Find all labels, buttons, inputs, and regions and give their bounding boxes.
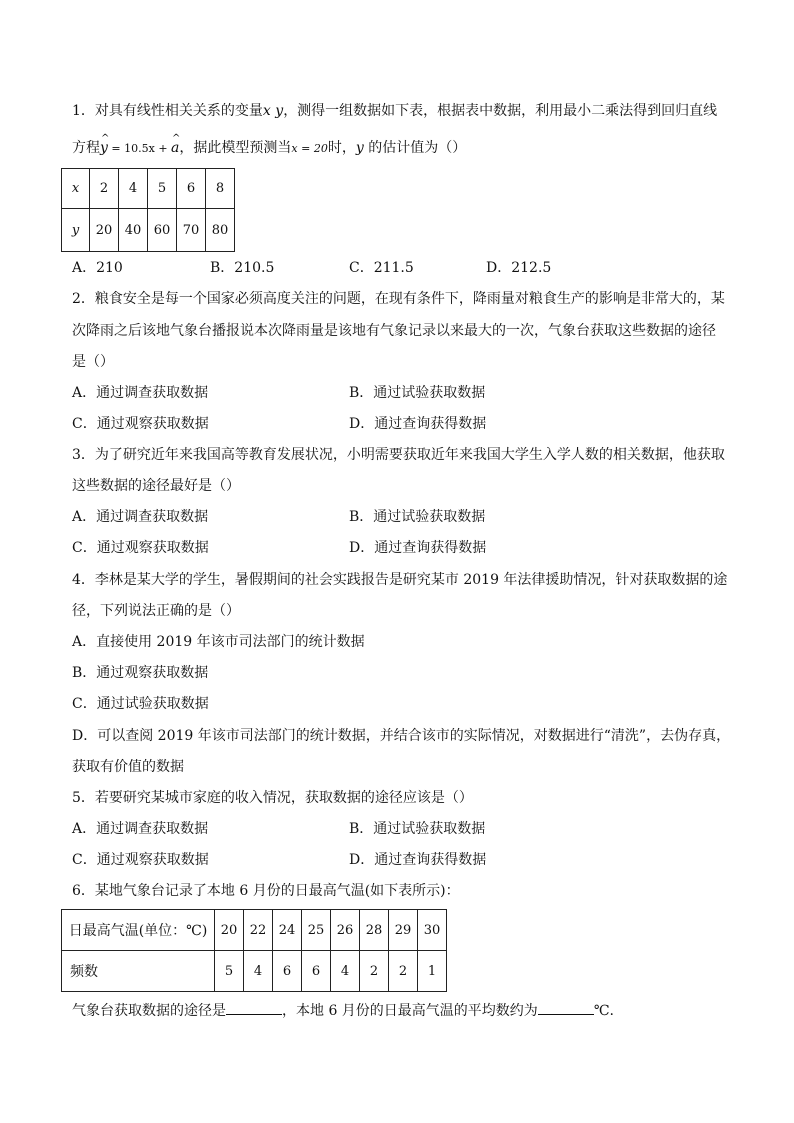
y-label-cell: y: [62, 209, 90, 252]
q4-line-1: 4．李林是某大学的学生，暑假期间的社会实践报告是研究某市 2019 年法律援助情况，针对获取数据的途: [72, 572, 728, 588]
q2-option-a[interactable]: A．通过调查获取数据: [72, 385, 209, 401]
frequency-label-cell: 频数: [62, 951, 215, 992]
q2-line-1: 2．粮食安全是每一个国家必须高度关注的问题，在现有条件下，降雨量对粮食生产的影响是非常大的，某: [72, 291, 725, 307]
q3-option-c[interactable]: C．通过观察获取数据: [72, 540, 209, 556]
temp-label-cell: 日最高气温(单位：℃): [62, 910, 215, 951]
answer-blank-average[interactable]: [538, 1000, 594, 1015]
q4-option-d[interactable]: D．可以查阅 2019 年该市司法部门的统计数据，并结合该市的实际情况，对数据进行“清洗”，去伪存真，: [72, 728, 731, 744]
q3-line-2: 这些数据的途径最好是（）: [72, 478, 240, 494]
q5-line-1: 5．若要研究某城市家庭的收入情况，获取数据的途径应该是（）: [72, 790, 473, 806]
x-label-cell: x: [62, 169, 90, 209]
q4-option-b[interactable]: B．通过观察获取数据: [72, 665, 209, 681]
q5-option-c[interactable]: C．通过观察获取数据: [72, 852, 209, 868]
q3-option-d[interactable]: D．通过查询获得数据: [349, 540, 487, 556]
q1-option-d[interactable]: D．212.5: [486, 260, 552, 276]
table-cell: 25: [302, 910, 331, 951]
q2-option-d[interactable]: D．通过查询获得数据: [349, 416, 487, 432]
q6-temperature-table: [61, 909, 447, 992]
q5-option-a[interactable]: A．通过调查获取数据: [72, 821, 209, 837]
q2-line-2: 次降雨之后该地气象台播报说本次降雨量是该地有气象记录以来最大的一次，气象台获取这些数据的途径: [72, 323, 716, 339]
a-hat-symbol: ^ a: [171, 139, 179, 157]
table-cell: 1: [418, 951, 447, 992]
q3-line-1: 3．为了研究近年来我国高等教育发展状况，小明需要获取近年来我国大学生入学人数的相关数据，他获取: [72, 447, 725, 463]
q2-option-c[interactable]: C．通过观察获取数据: [72, 416, 209, 432]
table-row: [62, 169, 235, 209]
q1-option-c[interactable]: C．211.5: [349, 260, 414, 276]
table-cell: 2: [389, 951, 418, 992]
table-cell: 20: [90, 209, 119, 252]
table-cell: 8: [206, 169, 235, 209]
q5-option-d[interactable]: D．通过查询获得数据: [349, 852, 487, 868]
q1-line-1: 1．对具有线性相关关系的变量x y，测得一组数据如下表，根据表中数据，利用最小二乘法得到回归直线: [72, 103, 718, 119]
table-cell: 5: [148, 169, 177, 209]
table-cell: 40: [119, 209, 148, 252]
q4-option-d-continued: 获取有价值的数据: [72, 759, 184, 775]
table-cell: 60: [148, 209, 177, 252]
table-cell: 2: [90, 169, 119, 209]
q2-option-b[interactable]: B．通过试验获取数据: [349, 385, 486, 401]
q6-answer-line: 气象台获取数据的途径是 ，本地 6 月份的日最高气温的平均数约为 ℃.: [72, 1000, 614, 1020]
table-cell: 6: [302, 951, 331, 992]
q4-option-c[interactable]: C．通过试验获取数据: [72, 696, 209, 712]
q4-option-a[interactable]: A．直接使用 2019 年该市司法部门的统计数据: [72, 634, 365, 650]
table-cell: 26: [331, 910, 360, 951]
table-cell: 24: [273, 910, 302, 951]
q1-option-a[interactable]: A．210: [72, 260, 123, 276]
table-row: [62, 951, 447, 992]
q6-line-1: 6．某地气象台记录了本地 6 月份的日最高气温(如下表所示)：: [72, 883, 460, 899]
q5-option-b[interactable]: B．通过试验获取数据: [349, 821, 486, 837]
q1-line-2: 方程^ y = 10.5x + ^ a，据此模型预测当x = 20时，y 的估计值为（）: [72, 139, 466, 158]
table-row: [62, 910, 447, 951]
table-cell: 4: [331, 951, 360, 992]
table-cell: 2: [360, 951, 389, 992]
table-cell: 70: [177, 209, 206, 252]
answer-blank-method[interactable]: [226, 1000, 282, 1015]
table-cell: 22: [244, 910, 273, 951]
table-cell: 5: [215, 951, 244, 992]
q4-line-2: 径，下列说法正确的是（）: [72, 603, 240, 619]
table-cell: 6: [273, 951, 302, 992]
q3-option-a[interactable]: A．通过调查获取数据: [72, 509, 209, 525]
table-cell: 20: [215, 910, 244, 951]
table-cell: 29: [389, 910, 418, 951]
table-cell: 6: [177, 169, 206, 209]
q1-option-b[interactable]: B．210.5: [210, 260, 275, 276]
table-cell: 30: [418, 910, 447, 951]
table-cell: 4: [119, 169, 148, 209]
table-cell: 80: [206, 209, 235, 252]
table-cell: 4: [244, 951, 273, 992]
table-row: [62, 209, 235, 252]
table-cell: 28: [360, 910, 389, 951]
q3-option-b[interactable]: B．通过试验获取数据: [349, 509, 486, 525]
q2-line-3: 是（）: [72, 354, 114, 370]
y-hat-symbol: ^ y: [100, 139, 108, 157]
q1-data-table: [61, 168, 235, 252]
